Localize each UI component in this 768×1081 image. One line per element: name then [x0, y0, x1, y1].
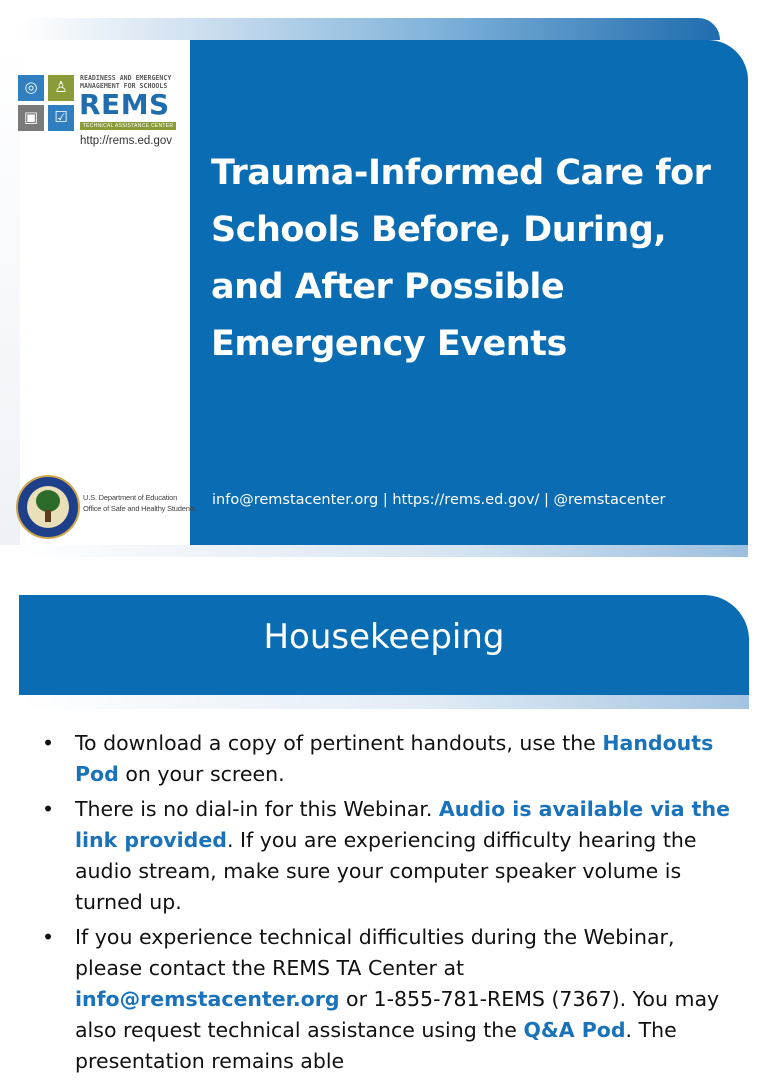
housekeeping-list	[40, 728, 730, 1081]
department-seal-icon	[16, 475, 80, 539]
housekeeping-title: Housekeeping	[263, 617, 505, 657]
email-link[interactable]: info@remstacenter.org	[75, 987, 340, 1011]
list-item	[40, 728, 730, 790]
department-text	[83, 492, 195, 514]
bullet-icon: •	[42, 925, 55, 949]
bullet-icon: •	[42, 731, 55, 755]
lock-icon: ▣	[23, 109, 39, 126]
item-text: on your screen.	[118, 762, 285, 786]
item-text: If you experience technical difficulties during the Webinar, please contact the REMS TA Center at	[75, 925, 675, 980]
list-item	[40, 922, 730, 1077]
slide-title: Trauma-Informed Care for Schools Before, During, and After Possible Emergency Events	[211, 153, 711, 364]
bullet-icon: •	[42, 797, 55, 821]
qa-pod-highlight: Q&A Pod	[523, 1018, 626, 1042]
bottom-gradient-bar	[20, 545, 748, 557]
contact-line: info@remstacenter.org | https://rems.ed.gov/ | @remstacenter	[212, 492, 666, 508]
person-icon: ♙	[54, 79, 68, 96]
left-shade	[0, 40, 20, 545]
checkbox-icon: ☑	[54, 109, 68, 126]
audio-link-highlight: Audio is available via the link provided	[75, 797, 730, 852]
department-name: U.S. Department of Education	[83, 493, 178, 502]
logo-tagline-line1: READINESS AND EMERGENCY	[80, 74, 172, 82]
item-text: There is no dial-in for this Webinar.	[75, 797, 439, 821]
handouts-pod-highlight: Handouts Pod	[75, 731, 714, 786]
header-shade	[19, 695, 749, 709]
logo-ta-center: TECHNICAL ASSISTANCE CENTER	[80, 122, 176, 130]
logo-url[interactable]: http://rems.ed.gov	[80, 135, 173, 147]
top-gradient-bar	[20, 18, 720, 40]
tree-icon	[36, 490, 60, 512]
item-text: To download a copy of pertinent handouts, use the	[75, 731, 603, 755]
office-name: Office of Safe and Healthy Students	[83, 504, 196, 513]
globe-icon: ◎	[24, 79, 38, 96]
item-text: . The presentation remains able	[75, 1018, 677, 1073]
item-text: or 1-855-781-REMS (7367). You may also request technical assistance using the	[75, 987, 720, 1042]
list-item	[40, 794, 730, 918]
rems-logo-icon	[18, 75, 74, 131]
logo-acronym: REMS	[79, 88, 170, 121]
logo-tagline-line2: MANAGEMENT FOR SCHOOLS	[80, 82, 168, 90]
item-text: . If you are experiencing difficulty hearing the audio stream, make sure your computer speaker volume is turned up.	[75, 828, 697, 914]
